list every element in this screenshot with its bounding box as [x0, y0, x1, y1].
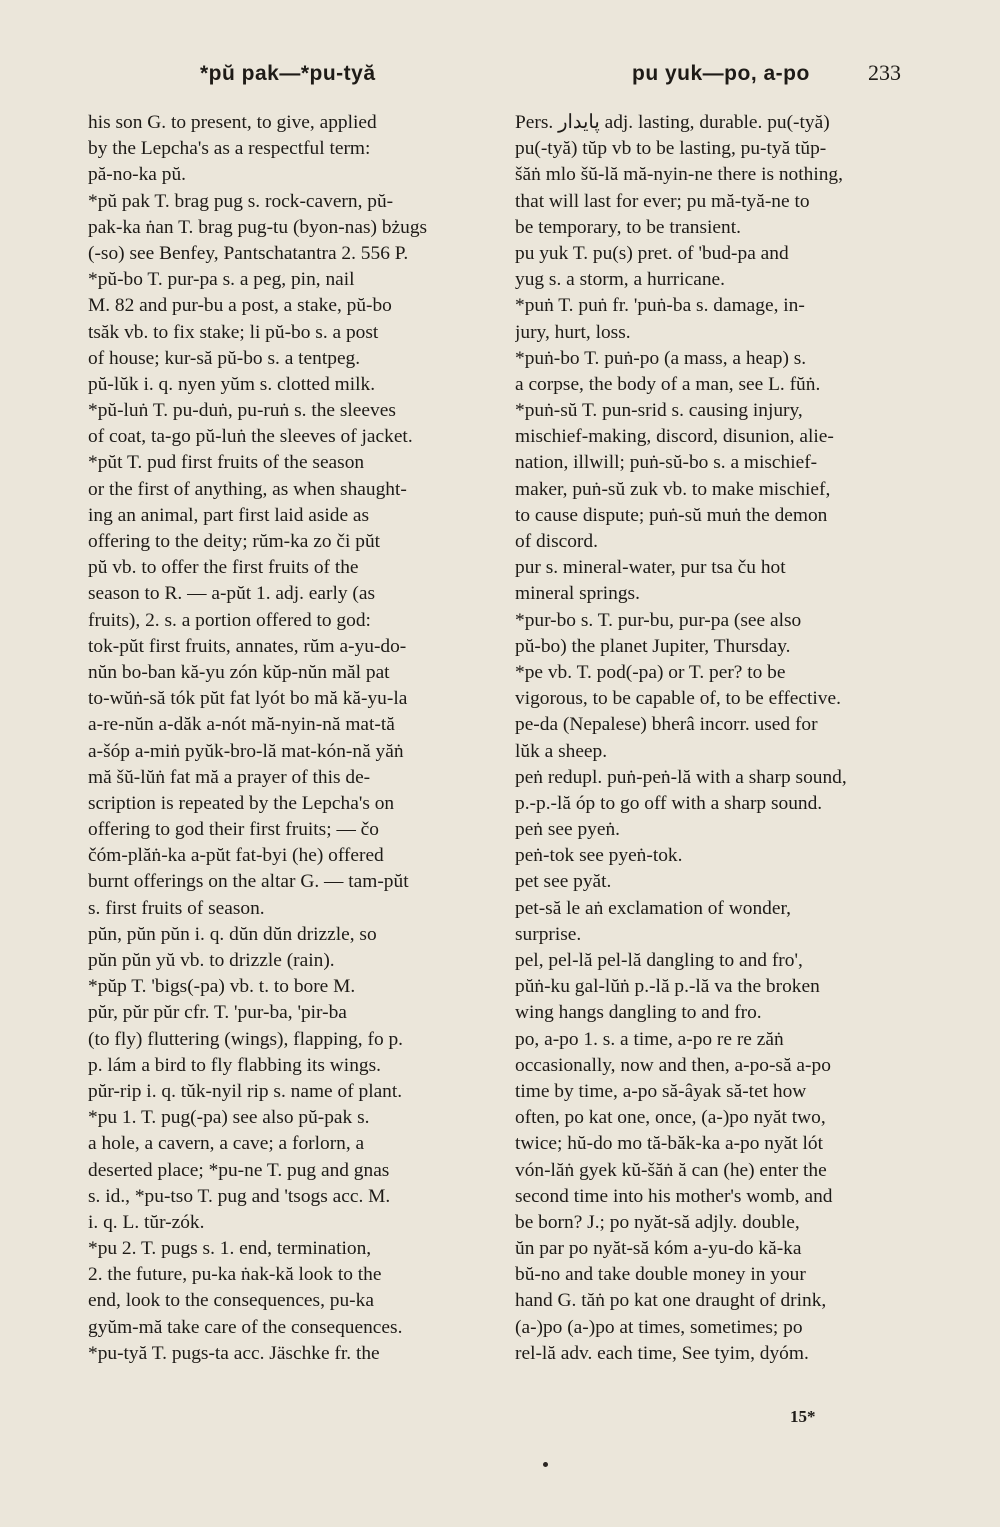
- text-line: pet see pyăt.: [515, 871, 612, 893]
- signature-mark: 15*: [790, 1407, 816, 1426]
- text-line: *puṅ-sŭ T. pun-srid s. causing injury,: [515, 400, 803, 422]
- text-line: of coat, ta-go pŭ-luṅ the sleeves of jacket.: [88, 426, 413, 448]
- text-line: peṅ redupl. puṅ-peṅ-lă with a sharp sound,: [515, 766, 847, 788]
- text-line: nŭn bo-ban kă-yu zón kŭp-nŭn măl pat: [88, 661, 390, 683]
- text-line: *pur-bo s. T. pur-bu, pur-pa (see also: [515, 609, 802, 631]
- text-line: *pŭp T. 'bigs(-pa) vb. t. to bore M.: [88, 976, 356, 998]
- text-line: a corpse, the body of a man, see L. fŭṅ.: [515, 373, 821, 395]
- text-line: of house; kur-să pŭ-bo s. a tentpeg.: [88, 347, 361, 369]
- text-line: by the Lepcha's as a respectful term:: [88, 138, 371, 160]
- text-line: pel, pel-lă pel-lă dangling to and fro',: [515, 950, 803, 971]
- text-line: pŭ-lŭk i. q. nyen yŭm s. clotted milk.: [88, 373, 376, 395]
- text-line: peṅ see pyeṅ.: [515, 819, 620, 841]
- text-line: scription is repeated by the Lepcha's on: [88, 792, 395, 814]
- text-line: čóm-plăṅ-ka a-pŭt fat-byi (he) offered: [88, 845, 384, 867]
- text-line: second time into his mother's womb, and: [515, 1185, 833, 1207]
- text-line: pă-no-ka pŭ.: [88, 164, 186, 186]
- running-head-right: pu yuk—po, a-po: [632, 62, 810, 85]
- text-line: peṅ-tok see pyeṅ-tok.: [515, 845, 683, 867]
- text-line: rel-lă adv. each time, See tyim, dyóm.: [515, 1342, 809, 1364]
- text-line: hand G. tăṅ po kat one draught of drink,: [515, 1290, 827, 1312]
- text-line: wing hangs dangling to and fro.: [515, 1002, 762, 1024]
- text-line: pŭr, pŭr pŭr cfr. T. 'pur-ba, 'pir-ba: [88, 1002, 347, 1024]
- text-line: to cause dispute; puṅ-sŭ muṅ the demon: [515, 504, 828, 526]
- text-line: (to fly) fluttering (wings), flapping, fo p.: [88, 1028, 404, 1050]
- text-line: pŭn pŭn yŭ vb. to drizzle (rain).: [88, 950, 335, 971]
- text-line: p.-p.-lă óp to go off with a sharp sound.: [515, 792, 823, 814]
- text-line: pet-să le aṅ exclamation of wonder,: [515, 897, 791, 919]
- text-line: time by time, a-po să-âyak să-tet how: [515, 1080, 807, 1102]
- text-line: maker, puṅ-sŭ zuk vb. to make mischief,: [515, 478, 831, 500]
- text-line: occasionally, now and then, a-po-să a-po: [515, 1054, 831, 1076]
- text-line: *pŭt T. pud first fruits of the season: [88, 452, 365, 474]
- text-line: his son G. to present, to give, applied: [88, 112, 377, 133]
- text-line: s. first fruits of season.: [88, 897, 265, 919]
- text-line: *puṅ T. puṅ fr. 'puṅ-ba s. damage, in-: [515, 295, 805, 317]
- text-line: tsăk vb. to fix stake; li pŭ-bo s. a post: [88, 321, 379, 343]
- text-line: twice; hŭ-do mo tă-băk-ka a-po nyăt lót: [515, 1133, 823, 1155]
- text-line: be born? J.; po nyăt-să adjly. double,: [515, 1211, 800, 1233]
- text-line: *pu 2. T. pugs s. 1. end, termination,: [88, 1238, 372, 1260]
- text-line: a-re-nŭn a-dăk a-nót mă-nyin-nă mat-tă: [88, 714, 395, 736]
- text-line: fruits), 2. s. a portion offered to god:: [88, 609, 371, 631]
- left-column: [88, 110, 498, 1367]
- text-line: M. 82 and pur-bu a post, a stake, pŭ-bo: [88, 295, 392, 317]
- text-line: offering to god their first fruits; — čo: [88, 819, 379, 841]
- text-line: nation, illwill; puṅ-sŭ-bo s. a mischief-: [515, 452, 818, 474]
- text-line: s. id., *pu-tso T. pug and 'tsogs acc. M.: [88, 1185, 391, 1207]
- text-line: mischief-making, discord, disunion, alie-: [515, 426, 834, 448]
- text-line: yug s. a storm, a hurricane.: [515, 269, 726, 291]
- text-line: Pers. پایدار adj. lasting, durable. pu(-tyă): [515, 112, 830, 133]
- text-line: lŭk a sheep.: [515, 740, 608, 762]
- text-line: gyŭm-mă take care of the consequences.: [88, 1316, 403, 1338]
- text-line: (a-)po (a-)po at times, sometimes; po: [515, 1316, 803, 1338]
- page-number: 233: [868, 60, 901, 85]
- text-line: deserted place; *pu-ne T. pug and gnas: [88, 1159, 390, 1181]
- text-line: 2. the future, pu-ka ṅak-kă look to the: [88, 1264, 382, 1286]
- text-line: pe-da (Nepalese) bherâ incorr. used for: [515, 714, 818, 736]
- text-line: tok-pŭt first fruits, annates, rŭm a-yu-do-: [88, 635, 407, 657]
- text-line: season to R. — a-pŭt 1. adj. early (as: [88, 583, 376, 605]
- right-column: [515, 110, 911, 1367]
- text-line: surprise.: [515, 923, 582, 945]
- text-line: often, po kat one, once, (a-)po nyăt two,: [515, 1107, 826, 1129]
- text-line: pŭ vb. to offer the first fruits of the: [88, 557, 359, 579]
- text-line: p. lám a bird to fly flabbing its wings.: [88, 1054, 381, 1076]
- text-line: *pŭ-bo T. pur-pa s. a peg, pin, nail: [88, 269, 355, 291]
- text-line: *puṅ-bo T. puṅ-po (a mass, a heap) s.: [515, 347, 807, 369]
- text-line: mineral springs.: [515, 583, 640, 605]
- ink-dot: [543, 1462, 548, 1467]
- text-line: vigorous, to be capable of, to be effective.: [515, 688, 841, 710]
- text-line: that will last for ever; pu mă-tyă-ne to: [515, 190, 810, 212]
- text-line: burnt offerings on the altar G. — tam-pŭt: [88, 871, 409, 893]
- text-line: *pu-tyă T. pugs-ta acc. Jäschke fr. the: [88, 1342, 380, 1364]
- text-line: a hole, a cavern, a cave; a forlorn, a: [88, 1133, 365, 1155]
- text-line: *pe vb. T. pod(-pa) or T. per? to be: [515, 661, 786, 683]
- text-line: bŭ-no and take double money in your: [515, 1264, 806, 1286]
- running-head-left: *pŭ pak—*pu-tyă: [200, 62, 376, 85]
- text-line: pŭn, pŭn pŭn i. q. dŭn dŭn drizzle, so: [88, 923, 377, 945]
- text-line: vón-lăṅ gyek kŭ-šăṅ ă can (he) enter the: [515, 1159, 827, 1181]
- text-line: i. q. L. tŭr-zók.: [88, 1211, 205, 1233]
- text-line: end, look to the consequences, pu-ka: [88, 1290, 374, 1312]
- text-line: ing an animal, part first laid aside as: [88, 504, 370, 526]
- text-line: a-šóp a-miṅ pyŭk-bro-lă mat-kón-nă yăṅ: [88, 740, 404, 762]
- text-line: to-wŭṅ-să tók pŭt fat lyót bo mă kă-yu-la: [88, 688, 408, 710]
- text-line: pŭr-rip i. q. tŭk-nyil rip s. name of plant.: [88, 1080, 403, 1102]
- text-line: pak-ka ṅan T. brag pug-tu (byon-nas) bżugs: [88, 216, 428, 238]
- text-line: be temporary, to be transient.: [515, 216, 741, 238]
- text-line: šăṅ mlo šŭ-lă mă-nyin-ne there is nothing,: [515, 164, 843, 186]
- text-line: *pŭ pak T. brag pug s. rock-cavern, pŭ-: [88, 190, 394, 212]
- text-line: ŭn par po nyăt-să kóm a-yu-do kă-ka: [515, 1238, 802, 1260]
- text-line: mă šŭ-lŭṅ fat mă a prayer of this de-: [88, 766, 371, 788]
- text-line: pŭ-bo) the planet Jupiter, Thursday.: [515, 635, 791, 657]
- text-line: po, a-po 1. s. a time, a-po re re zăṅ: [515, 1028, 784, 1050]
- text-line: pur s. mineral-water, pur tsa ču hot: [515, 557, 786, 579]
- text-line: *pŭ-luṅ T. pu-duṅ, pu-ruṅ s. the sleeves: [88, 400, 396, 422]
- text-line: pu(-tyă) tŭp vb to be lasting, pu-tyă tŭp-: [515, 138, 827, 160]
- text-line: (-so) see Benfey, Pantschatantra 2. 556 P.: [88, 242, 409, 264]
- text-line: pŭṅ-ku gal-lŭṅ p.-lă p.-lă va the broken: [515, 976, 820, 998]
- text-line: pu yuk T. pu(s) pret. of 'bud-pa and: [515, 242, 789, 264]
- text-line: or the first of anything, as when shaught-: [88, 478, 407, 500]
- text-line: offering to the deity; rŭm-ka zo či pŭt: [88, 531, 381, 552]
- text-line: *pu 1. T. pug(-pa) see also pŭ-pak s.: [88, 1107, 370, 1129]
- text-line: jury, hurt, loss.: [515, 321, 631, 343]
- text-line: of discord.: [515, 531, 598, 552]
